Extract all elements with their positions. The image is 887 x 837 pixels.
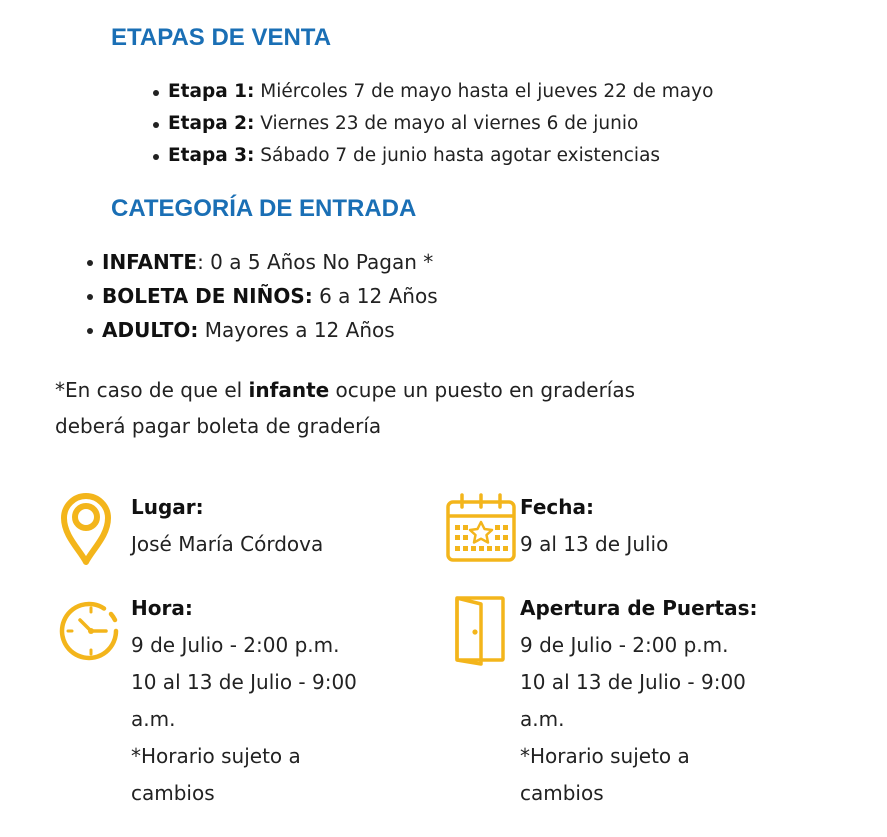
stage-label: Etapa 2: (168, 113, 255, 134)
stage-text: Viernes 23 de mayo al viernes 6 de junio (254, 113, 639, 134)
calendar-icon (444, 492, 518, 564)
time-line: 10 al 13 de Julio - 9:00 (131, 670, 357, 694)
note-text-after: ocupe un puesto en graderías (329, 378, 636, 402)
list-item (84, 279, 438, 313)
stage-text: Miércoles 7 de mayo hasta el jueves 22 de mayo (254, 81, 714, 102)
date-info (520, 489, 668, 563)
category-text: Mayores a 12 Años (198, 318, 395, 342)
list-item (150, 76, 713, 108)
doors-line: a.m. (520, 707, 565, 731)
list-item (84, 313, 438, 347)
time-line: cambios (131, 781, 215, 805)
note-text-before: *En caso de que el (55, 378, 249, 402)
category-label: INFANTE (102, 250, 198, 274)
doors-line: 9 de Julio - 2:00 p.m. (520, 633, 729, 657)
category-text: : 0 a 5 Años No Pagan * (197, 250, 434, 274)
time-title: Hora: (131, 596, 193, 620)
date-title: Fecha: (520, 495, 595, 519)
note-line-2: deberá pagar boleta de gradería (55, 414, 382, 438)
ticket-categories-list (84, 245, 438, 347)
infant-note (55, 372, 755, 444)
category-label: ADULTO: (102, 318, 199, 342)
sales-heading: ETAPAS DE VENTA (111, 24, 332, 51)
date-value: 9 al 13 de Julio (520, 532, 669, 556)
doors-title: Apertura de Puertas: (520, 596, 758, 620)
doors-line: *Horario sujeto a (520, 744, 690, 768)
sales-stages-list (150, 76, 713, 172)
stage-label: Etapa 3: (168, 145, 255, 166)
categories-heading: CATEGORÍA DE ENTRADA (111, 195, 417, 222)
place-info (131, 489, 323, 563)
doors-info (520, 590, 757, 812)
list-item (84, 245, 438, 279)
time-line: *Horario sujeto a (131, 744, 301, 768)
list-item (150, 108, 713, 140)
time-line: a.m. (131, 707, 176, 731)
stage-label: Etapa 1: (168, 81, 255, 102)
time-info (131, 590, 357, 812)
location-pin-icon (58, 488, 114, 566)
place-title: Lugar: (131, 495, 204, 519)
time-line: 9 de Julio - 2:00 p.m. (131, 633, 340, 657)
clock-icon (54, 594, 128, 668)
stage-text: Sábado 7 de junio hasta agotar existencias (254, 145, 661, 166)
doors-line: cambios (520, 781, 604, 805)
door-icon (452, 594, 508, 666)
place-value: José María Córdova (131, 532, 324, 556)
category-text: 6 a 12 Años (312, 284, 438, 308)
category-label: BOLETA DE NIÑOS: (102, 284, 313, 308)
list-item (150, 140, 713, 172)
note-bold: infante (248, 378, 330, 402)
doors-line: 10 al 13 de Julio - 9:00 (520, 670, 746, 694)
